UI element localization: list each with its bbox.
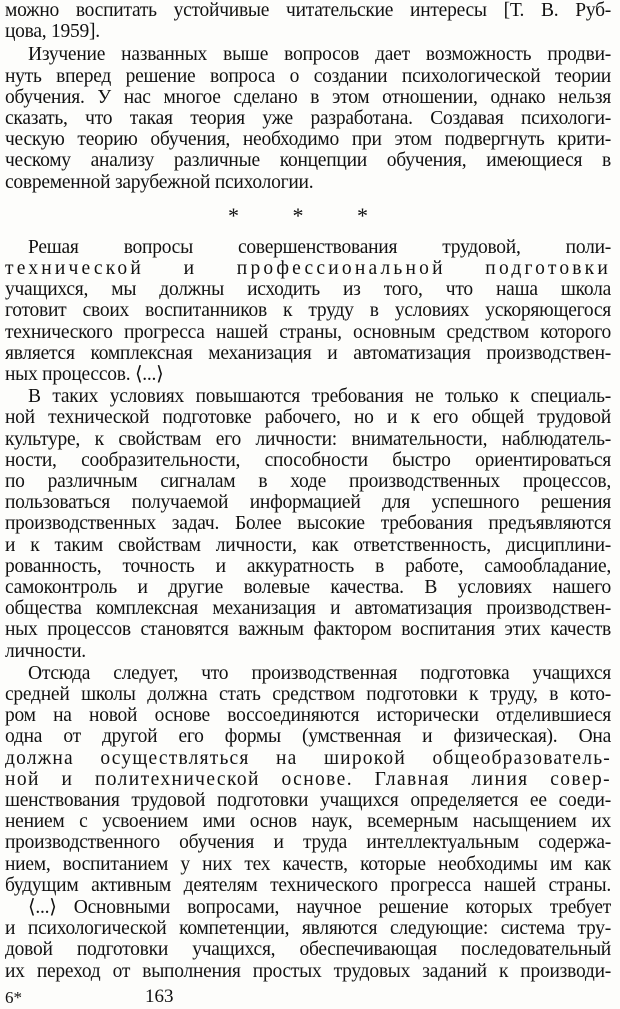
text-line: технической и профессиональной подготовки [5,258,611,279]
text-line: Отсюда следует, что производственная подготовка учащихся [28,662,611,684]
text-line: нуть вперед решение вопроса о создании психологической теории [5,65,611,87]
text-line: рованность, точность и аккуратность в работе, самообладание, [5,555,611,577]
text-line: производственного обучения и труда интеллектуальным содержа- [5,832,611,854]
text-line: личности. [5,640,86,662]
text-line: одна от другой его формы (умственная и физическая). Она [5,726,611,748]
text-line: должна осуществляться на широкой общеобразователь- [5,747,611,769]
text-line: цова, 1959]. [5,21,100,43]
page-number: 163 [145,985,174,1007]
text-line: является комплексная механизация и автоматизация производствен- [5,342,611,364]
text-line: культуре, к свойствам его личности: внимательности, наблюдатель- [5,428,611,450]
text-line: ной технической подготовке рабочего, но и к его общей трудовой [5,407,611,429]
text-line: нием, воспитанием у них тех качеств, которые необходимы им как [5,853,611,875]
text-line: их переход от выполнения простых трудовых заданий к производи- [5,960,611,982]
text-line: общества комплексная механизация и автоматизация производствен- [5,598,611,620]
text-line: и к таким свойствам личности, как ответственность, дисциплини- [5,534,611,556]
text-line: производственных задач. Более высокие требования предъявляются [5,513,611,535]
text-line: Решая вопросы совершенствования трудовой, поли- [28,236,611,258]
text-line: сказать, что такая теория уже разработана. Создавая психологи- [5,108,611,129]
text-line: пользоваться получаемой информацией для успешного решения [5,492,611,514]
text-line: современной зарубежной психологии. [5,171,314,193]
text-line: ческому анализу различные концепции обучения, имеющиеся в [5,150,611,172]
text-line: Изучение названных выше вопросов дает возможность продви- [28,44,611,66]
text-line: по различным сигналам в ходе производственных процессов, [5,471,611,492]
section-separator: * * * [228,202,392,228]
text-line: шенствования трудовой подготовки учащихся определяется ее соеди- [5,790,611,811]
text-line: можно воспитать устойчивые читательские интересы [Т. В. Руб- [5,0,611,21]
text-line: ных процессов. ⟨...⟩ [5,364,164,385]
text-line: готовит своих воспитанников к труду в условиях ускоряющегося [5,300,611,322]
signature-mark: 6* [5,987,22,1007]
text-line: ческую теорию обучения, необходимо при этом подвергнуть крити- [5,129,611,151]
text-line: будущим активным деятелям технического прогресса нашей страны. [5,874,611,896]
text-line: средней школы должна стать средством подготовки к труду, в кото- [5,684,611,705]
text-line: ности, сообразительности, способности быстро ориентироваться [5,449,611,471]
text-line: самоконтроль и другие волевые качества. В условиях нашего [5,577,611,598]
text-line: довой подготовки учащихся, обеспечивающая последовательный [5,939,611,961]
text-line: технического прогресса нашей страны, основным средством которого [5,321,611,343]
text-line: ной и политехнической основе. Главная линия совер- [5,768,611,790]
text-line: В таких условиях повышаются требования не только к специаль- [28,386,611,408]
text-line: обучения. У нас многое сделано в этом отношении, однако нельзя [5,86,611,108]
text-line: ных процессов становятся важным фактором воспитания этих качеств [5,619,611,641]
text-line: учащихся, мы должны исходить из того, что наша школа [5,279,611,301]
text-line: и психологической компетенции, являются следующие: система тру- [5,918,611,940]
text-line: ром на новой основе воссоединяются исторически отделившиеся [5,705,611,727]
text-line: нением с усвоением ими основ наук, всемерным насыщением их [5,811,611,833]
text-line: ⟨...⟩ Основными вопросами, научное решение которых требует [28,897,611,918]
